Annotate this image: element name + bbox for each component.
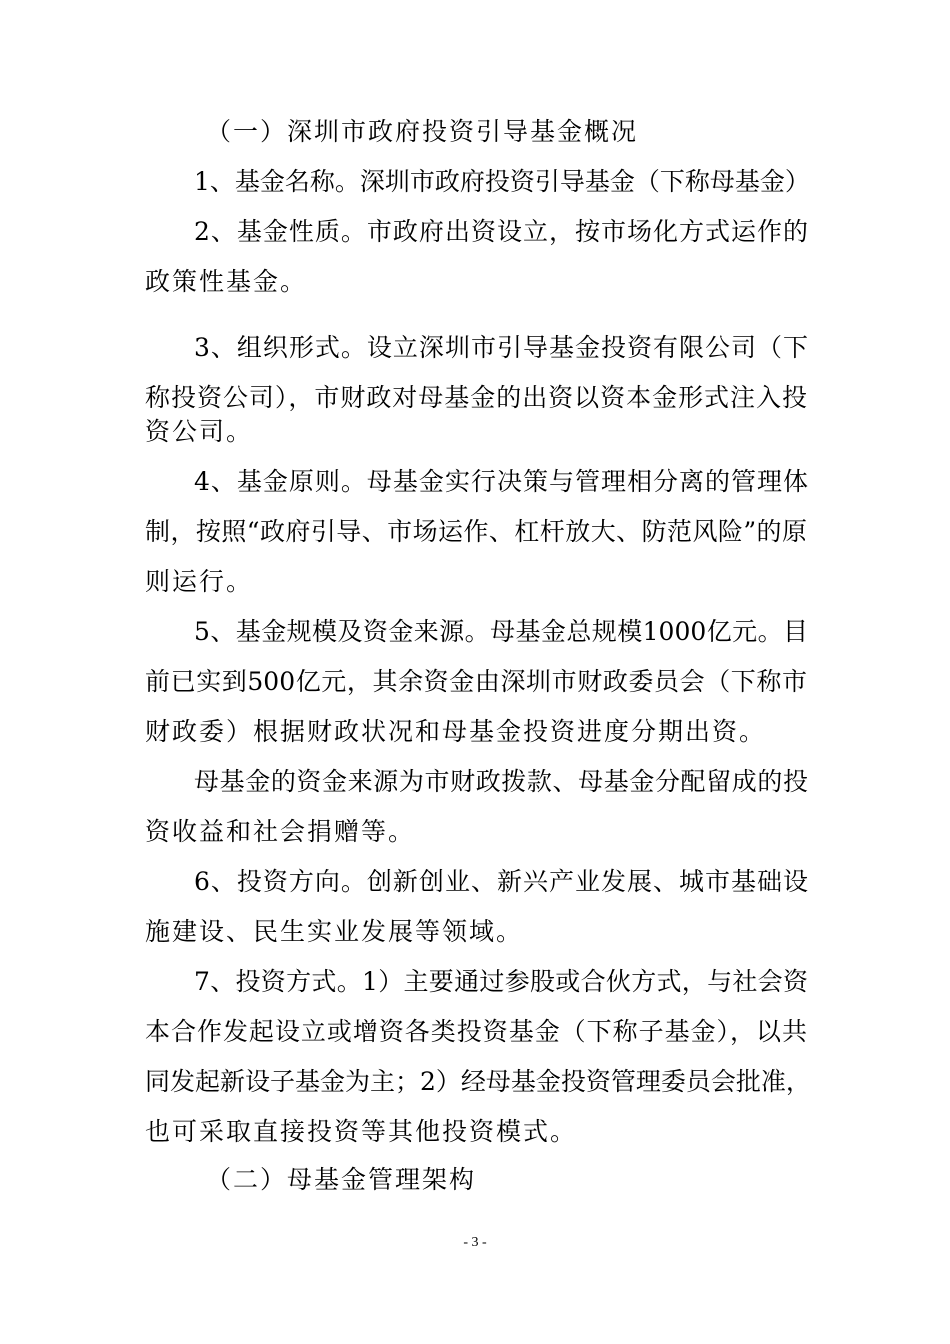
paragraph-line: 称投资公司），市财政对母基金的出资以资本金形式注入投	[145, 383, 807, 412]
paragraph-line: 2、基金性质。市政府出资设立，按市场化方式运作的	[194, 217, 808, 246]
paragraph-line: 政策性基金。	[145, 267, 308, 296]
paragraph-line: 母基金的资金来源为市财政拨款、母基金分配留成的投	[194, 767, 808, 796]
paragraph-line: 5、基金规模及资金来源。母基金总规模1000亿元。目	[194, 617, 808, 646]
paragraph-line: 资公司。	[145, 417, 254, 446]
paragraph-line: 7、投资方式。1）主要通过参股或合伙方式，与社会资	[194, 967, 808, 996]
paragraph-line: 1、基金名称。深圳市政府投资引导基金（下称母基金）	[194, 167, 810, 196]
paragraph-line: 4、基金原则。母基金实行决策与管理相分离的管理体	[194, 467, 808, 496]
paragraph-line: 3、组织形式。设立深圳市引导基金投资有限公司（下	[194, 333, 808, 362]
section-heading-1: （一）深圳市政府投资引导基金概况	[206, 117, 639, 146]
paragraph-line: 则运行。	[145, 567, 254, 596]
section-heading-2: （二）母基金管理架构	[206, 1165, 477, 1194]
paragraph-line: 6、投资方向。创新创业、新兴产业发展、城市基础设	[194, 867, 808, 896]
paragraph-line: 资收益和社会捐赠等。	[145, 817, 416, 846]
paragraph-line: 也可采取直接投资等其他投资模式。	[145, 1117, 578, 1146]
paragraph-line: 前已实到500亿元，其余资金由深圳市财政委员会（下称市	[145, 667, 807, 696]
paragraph-line: 本合作发起设立或增资各类投资基金（下称子基金），以共	[145, 1017, 807, 1046]
page-number: - 3 -	[463, 1235, 487, 1250]
paragraph-line: 同发起新设子基金为主；2）经母基金投资管理委员会批准，	[145, 1067, 811, 1096]
paragraph-line: 施建设、民生实业发展等领域。	[145, 917, 524, 946]
paragraph-line: 财政委）根据财政状况和母基金投资进度分期出资。	[145, 717, 767, 746]
paragraph-line: 制，按照“政府引导、市场运作、杠杆放大、防范风险”的原	[145, 517, 807, 546]
